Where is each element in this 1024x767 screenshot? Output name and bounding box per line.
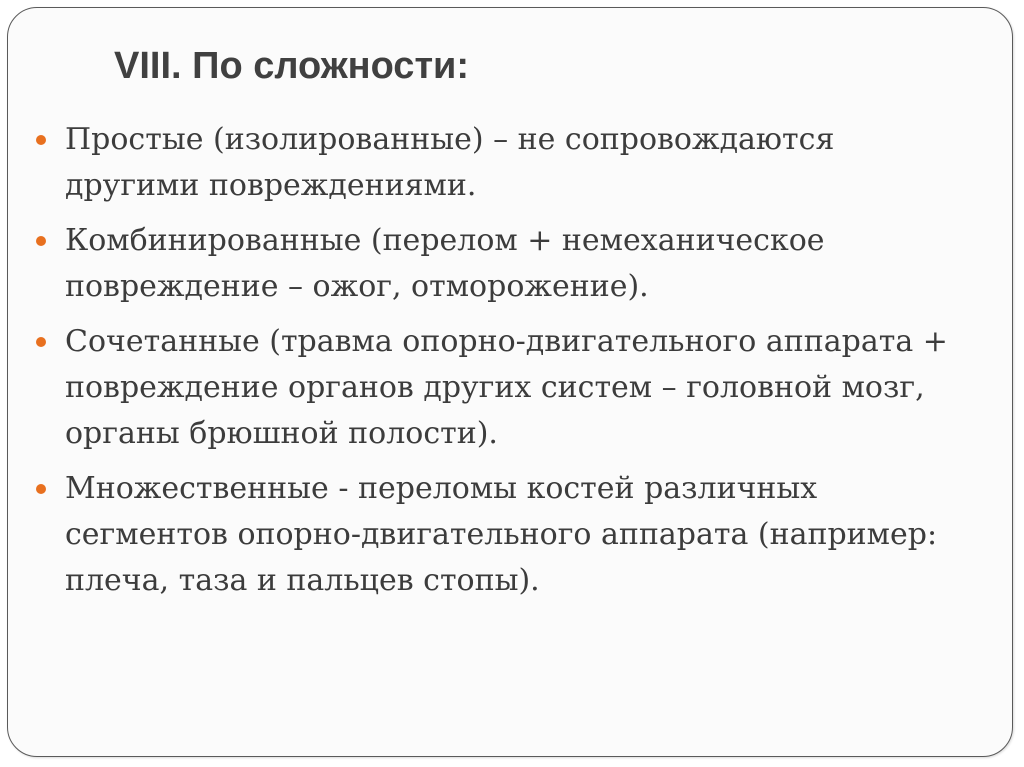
bullet-text: Множественные - переломы костей различных сегментов опорно-двигательного аппарата (например: плеча, таза и пальцев стопы). bbox=[65, 471, 938, 598]
bullet-dot-icon bbox=[36, 337, 46, 347]
bullet-item-associated bbox=[36, 319, 966, 457]
slide-title: VIII. По сложности: bbox=[114, 45, 470, 87]
bullet-text: Комбинированные (перелом + немеханическое повреждение – ожог, отморожение). bbox=[65, 223, 825, 304]
bullet-dot-icon bbox=[36, 484, 46, 494]
bullet-dot-icon bbox=[36, 236, 46, 246]
bullet-item-multiple bbox=[36, 466, 966, 604]
bullet-item-combined bbox=[36, 218, 966, 310]
bullet-dot-icon bbox=[36, 135, 46, 145]
bullet-text: Сочетанные (травма опорно-двигательного аппарата + повреждение органов других систем – головной мозг, органы брюшной полости). bbox=[65, 324, 948, 451]
bullet-item-simple bbox=[36, 117, 966, 209]
bullet-list bbox=[36, 117, 966, 613]
bullet-text: Простые (изолированные) – не сопровождаются другими повреждениями. bbox=[65, 122, 835, 203]
